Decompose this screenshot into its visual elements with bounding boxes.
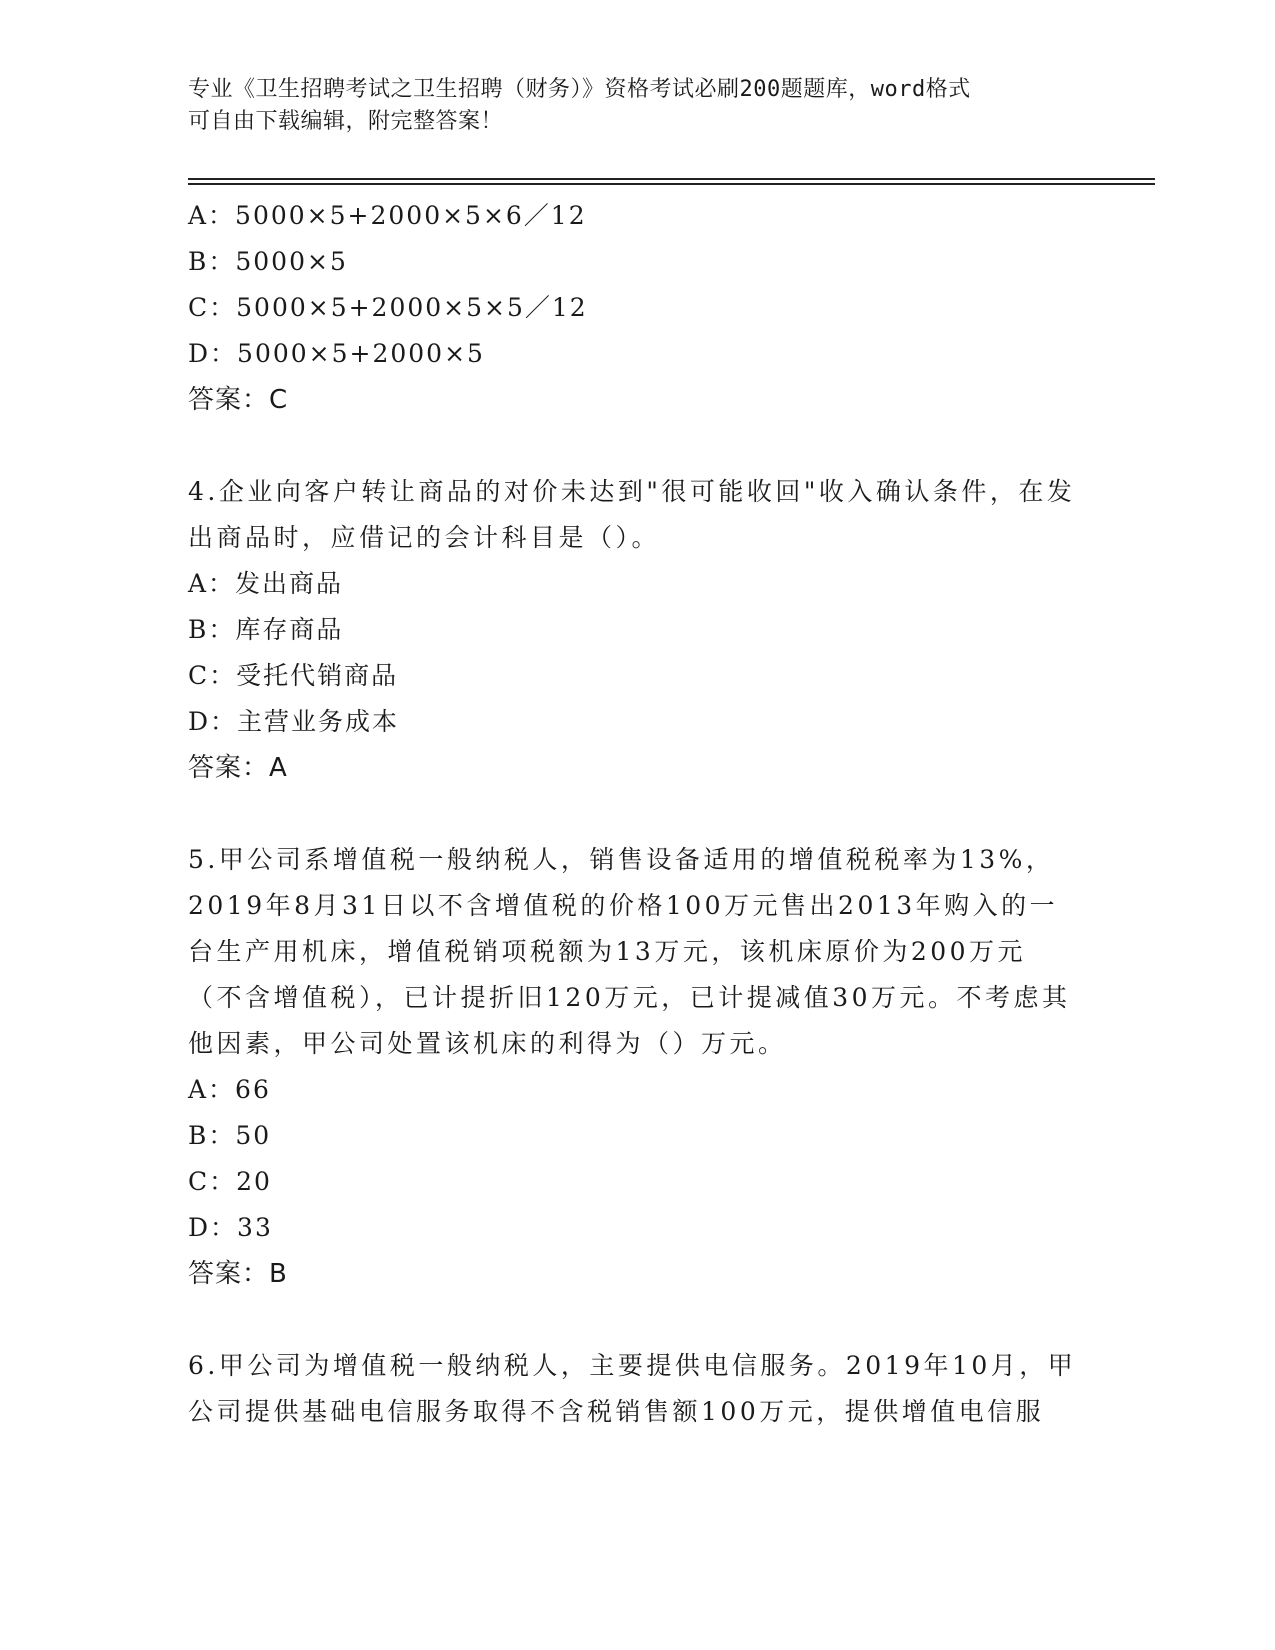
document-body: [188, 193, 1088, 1435]
question-text: 5.甲公司系增值税一般纳税人，销售设备适用的增值税税率为13%，2019年8月31日以不含增值税的价格100万元售出2013年购入的一台生产用机床，增值税销项税额为13万元，该机床原价为200万元（不含增值税），已计提折旧120万元，已计提减值30万元。不考虑其他因素，甲公司处置该机床的利得为（）万元。: [188, 845, 1071, 1058]
question-6: [188, 1343, 1088, 1435]
option-a: A：66: [188, 1075, 271, 1104]
document-header: [188, 74, 1068, 138]
option-b: B：库存商品: [188, 615, 344, 644]
option-c: C：受托代销商品: [188, 661, 399, 690]
answer: 答案：A: [188, 753, 288, 783]
option-a: A：5000×5+2000×5×6／12: [188, 201, 587, 230]
option-a: A：发出商品: [188, 569, 344, 598]
header-line-1: 专业《卫生招聘考试之卫生招聘（财务）》资格考试必刷200题题库，word格式: [188, 77, 971, 102]
option-d: D：主营业务成本: [188, 707, 400, 736]
option-c: C：5000×5+2000×5×5／12: [188, 293, 588, 322]
option-b: B：5000×5: [188, 247, 348, 276]
question-text: 4.企业向客户转让商品的对价未达到"很可能收回"收入确认条件，在发出商品时，应借记的会计科目是（）。: [188, 477, 1076, 552]
header-rule-top: [188, 178, 1155, 180]
option-c: C：20: [188, 1167, 272, 1196]
option-d: D：5000×5+2000×5: [188, 339, 485, 368]
question-5: [188, 837, 1088, 1297]
option-b: B：50: [188, 1121, 272, 1150]
question-text: 6.甲公司为增值税一般纳税人，主要提供电信服务。2019年10月，甲公司提供基础电信服务取得不含税销售额100万元，提供增值电信服: [188, 1351, 1077, 1426]
answer: 答案：C: [188, 385, 289, 415]
answer: 答案：B: [188, 1259, 288, 1289]
option-d: D：33: [188, 1213, 273, 1242]
header-line-2: 可自由下载编辑，附完整答案！: [188, 109, 504, 134]
header-rule-bottom: [188, 183, 1155, 185]
question-3: [188, 193, 1088, 423]
question-4: [188, 469, 1088, 791]
